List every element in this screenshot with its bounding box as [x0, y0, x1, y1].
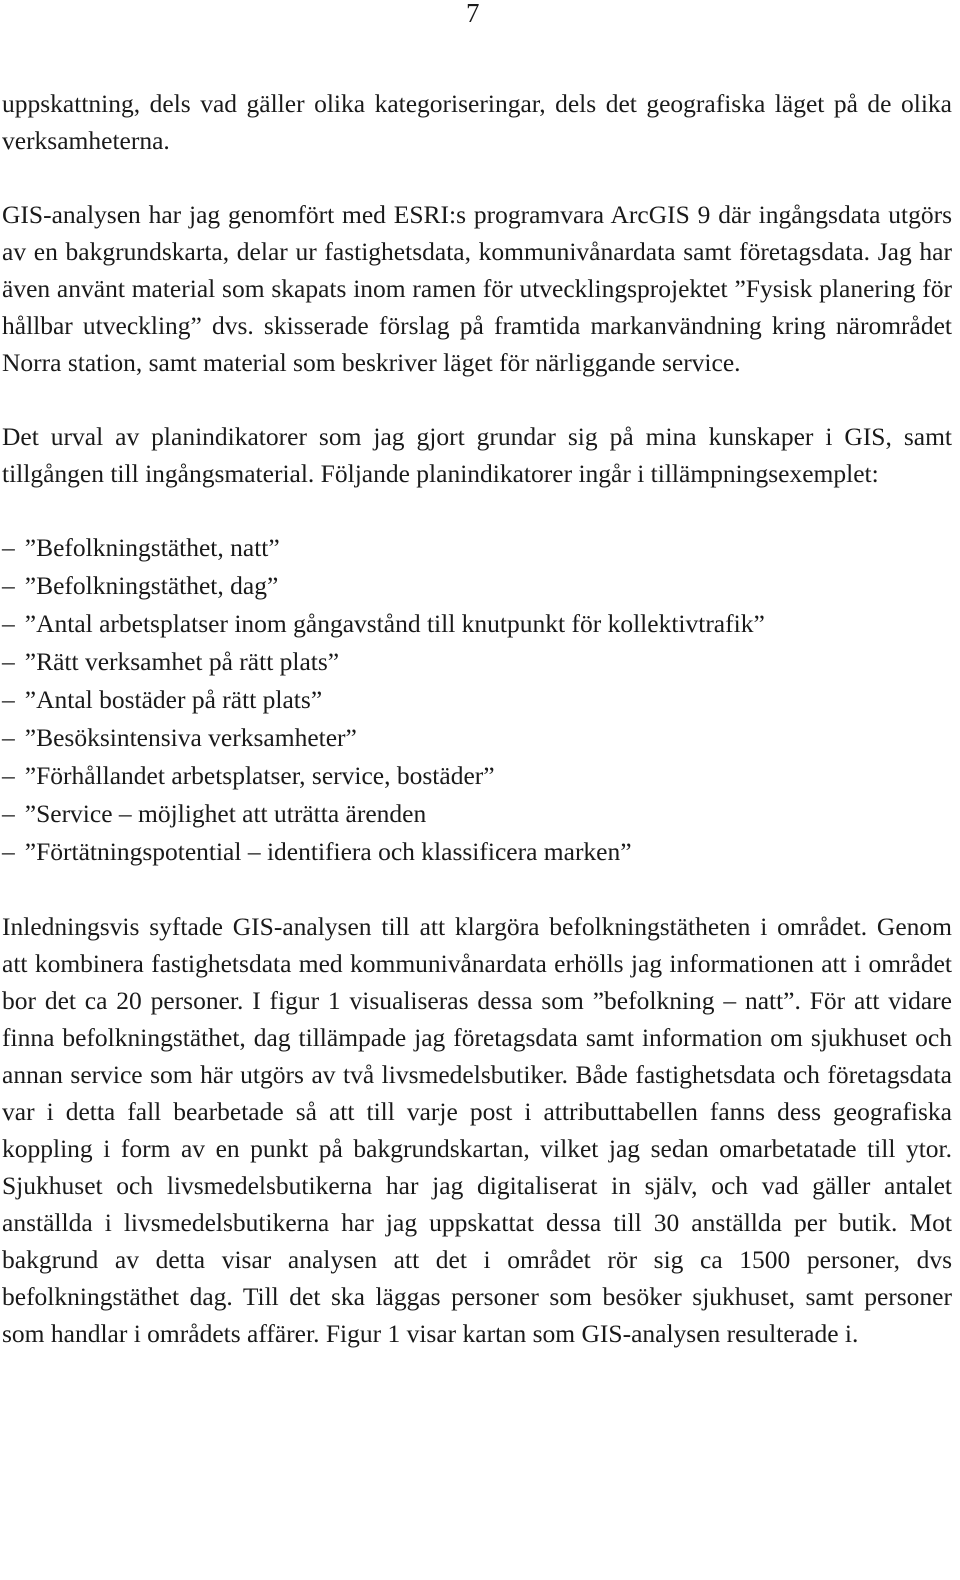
dash-marker: –	[2, 609, 15, 638]
list-item-text: ”Antal bostäder på rätt plats”	[24, 685, 323, 714]
list-item	[2, 605, 952, 643]
dash-marker: –	[2, 837, 15, 866]
paragraph-4: Inledningsvis syftade GIS-analysen till att klargöra befolkningstätheten i området. Genom att kombinera fastighetsdata med kommunivånardata erhölls jag informationen att i området bor det ca 20 personer. I figur 1 visualiseras dessa som ”befolkning – natt”. För att vidare finna befolkningstäthet, dag tillämpade jag företagsdata samt information om sjukhuset och annan service som här utgörs av två livsmedelsbutiker. Både fastighetsdata och företagsdata var i detta fall bearbetade så att till varje post i attributtabellen fanns dess geografiska koppling i form av en punkt på bakgrundskartan, vilket jag sedan omarbetatade till ytor. Sjukhuset och livsmedelsbutikerna har jag digitaliserat in själv, och vad gäller antalet anställda i livsmedelsbutikerna har jag uppskattat dessa till 30 anställda per butik. Mot bakgrund av detta visar analysen att det i området rör sig ca 1500 personer, dvs befolkningstäthet dag. Till det ska läggas personer som besöker sjukhuset, samt personer som handlar i områdets affärer. Figur 1 visar kartan som GIS-analysen resulterade i.	[2, 912, 952, 1348]
paragraph-3: Det urval av planindikatorer som jag gjort grundar sig på mina kunskaper i GIS, samt tillgången till ingångsmaterial. Följande planindikatorer ingår i tillämpningsexemplet:	[2, 422, 952, 488]
dash-marker: –	[2, 685, 15, 714]
dash-marker: –	[2, 533, 15, 562]
dash-marker: –	[2, 647, 15, 676]
list-item-text: ”Förtätningspotential – identifiera och klassificera marken”	[24, 837, 632, 866]
list-item	[2, 529, 952, 567]
dash-marker: –	[2, 571, 15, 600]
dash-marker: –	[2, 761, 15, 790]
list-item-text: ”Befolkningstäthet, dag”	[24, 571, 279, 600]
dash-marker: –	[2, 723, 15, 752]
paragraph-1: uppskattning, dels vad gäller olika kategoriseringar, dels det geografiska läget på de olika verksamheterna.	[2, 89, 952, 155]
list-item	[2, 833, 952, 871]
indicator-list	[2, 529, 952, 871]
list-item	[2, 719, 952, 757]
list-item	[2, 795, 952, 833]
dash-marker: –	[2, 799, 15, 828]
list-item-text: ”Antal arbetsplatser inom gångavstånd till knutpunkt för kollektivtrafik”	[24, 609, 765, 638]
paragraph-2: GIS-analysen har jag genomfört med ESRI:s programvara ArcGIS 9 där ingångsdata utgörs av en bakgrundskarta, delar ur fastighetsdata, kommunivånardata samt företagsdata. Jag har även använt material som skapats inom ramen för utvecklingsprojektet ”Fysisk planering för hållbar utveckling” dvs. skisserade förslag på framtida markanvändning kring närområdet Norra station, samt material som beskriver läget för närliggande service.	[2, 200, 952, 377]
list-item-text: ”Befolkningstäthet, natt”	[24, 533, 280, 562]
list-item-text: ”Service – möjlighet att uträtta ärenden	[24, 799, 427, 828]
list-item	[2, 643, 952, 681]
list-item	[2, 681, 952, 719]
list-item	[2, 757, 952, 795]
page-number: 7	[466, 0, 480, 28]
list-item-text: ”Förhållandet arbetsplatser, service, bostäder”	[24, 761, 495, 790]
list-item	[2, 567, 952, 605]
list-item-text: ”Rätt verksamhet på rätt plats”	[24, 647, 340, 676]
document-body	[2, 85, 952, 1352]
list-item-text: ”Besöksintensiva verksamheter”	[24, 723, 357, 752]
